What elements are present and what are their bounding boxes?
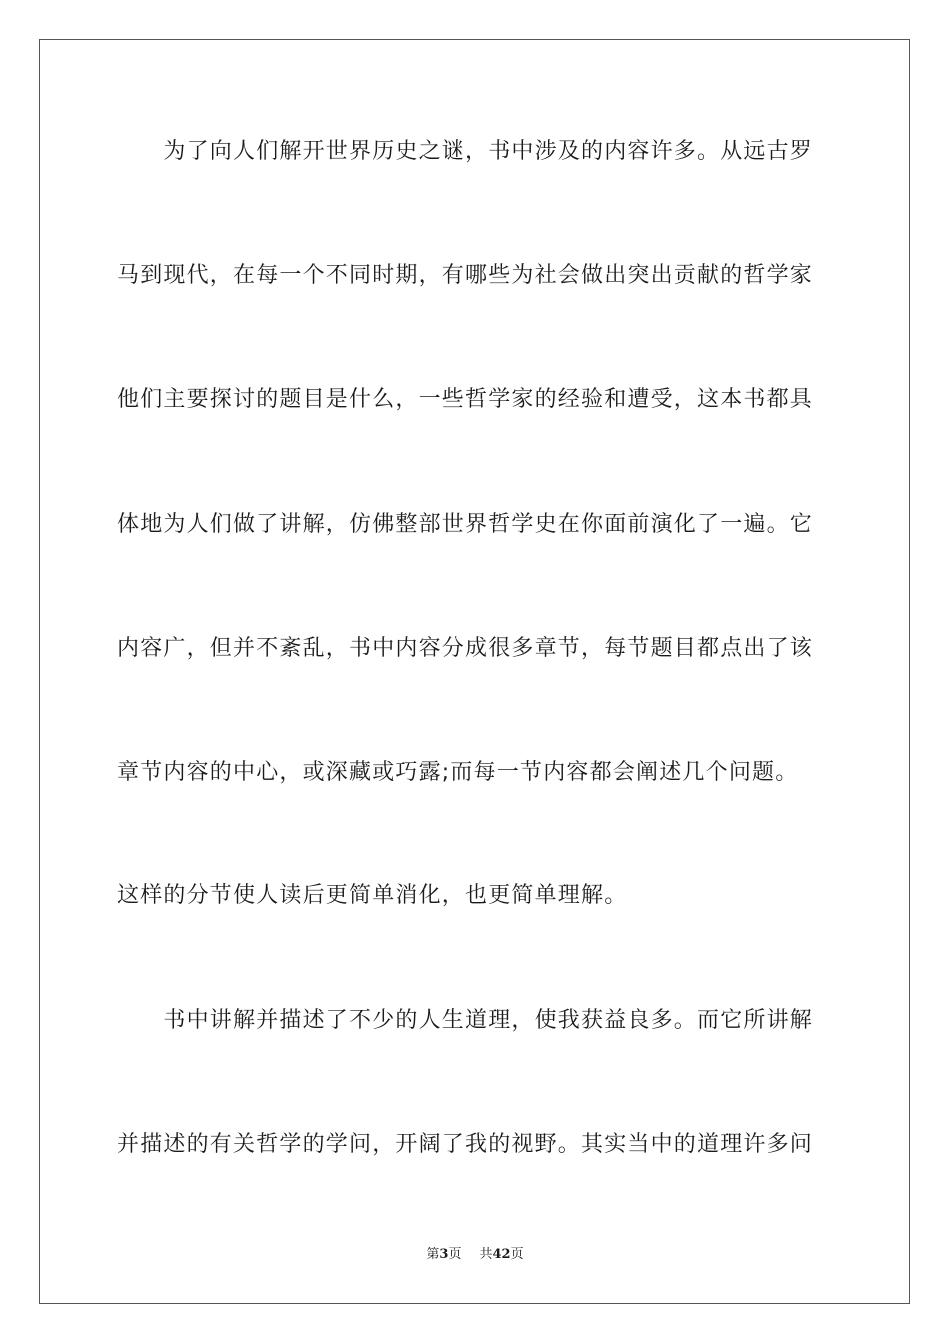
text-line-6: 章节内容的中心，或深藏或巧露;而每一节内容都会阐述几个问题。 [117,760,799,785]
total-pages: 42 [492,1247,511,1262]
total-suffix: 页 [510,1247,524,1262]
total-prefix: 共 [479,1247,493,1262]
text-line-2: 马到现代，在每一个不同时期，有哪些为社会做出突出贡献的哲学家 [117,263,814,288]
text-line-4: 体地为人们做了讲解，仿佛整部世界哲学史在你面前演化了一遍。它 [117,512,814,537]
page-prefix: 第 [426,1247,440,1262]
text-line-5: 内容广，但并不紊乱，书中内容分成很多章节，每节题目都点出了该 [117,636,814,661]
text-line-3: 他们主要探讨的题目是什么，一些哲学家的经验和遭受，这本书都具 [117,387,814,412]
page-border [39,39,910,1304]
page-number: 3 [439,1247,449,1262]
page-footer [0,1246,950,1264]
text-line-7: 这样的分节使人读后更简单消化，也更简单理解。 [117,883,628,908]
text-line-9: 并描述的有关哲学的学问，开阔了我的视野。其实当中的道理许多问 [117,1132,814,1157]
page-suffix: 页 [448,1247,462,1262]
text-line-1: 为了向人们解开世界历史之谜，书中涉及的内容许多。从远古罗 [117,139,814,164]
text-line-8: 书中讲解并描述了不少的人生道理，使我获益良多。而它所讲解 [117,1008,814,1033]
